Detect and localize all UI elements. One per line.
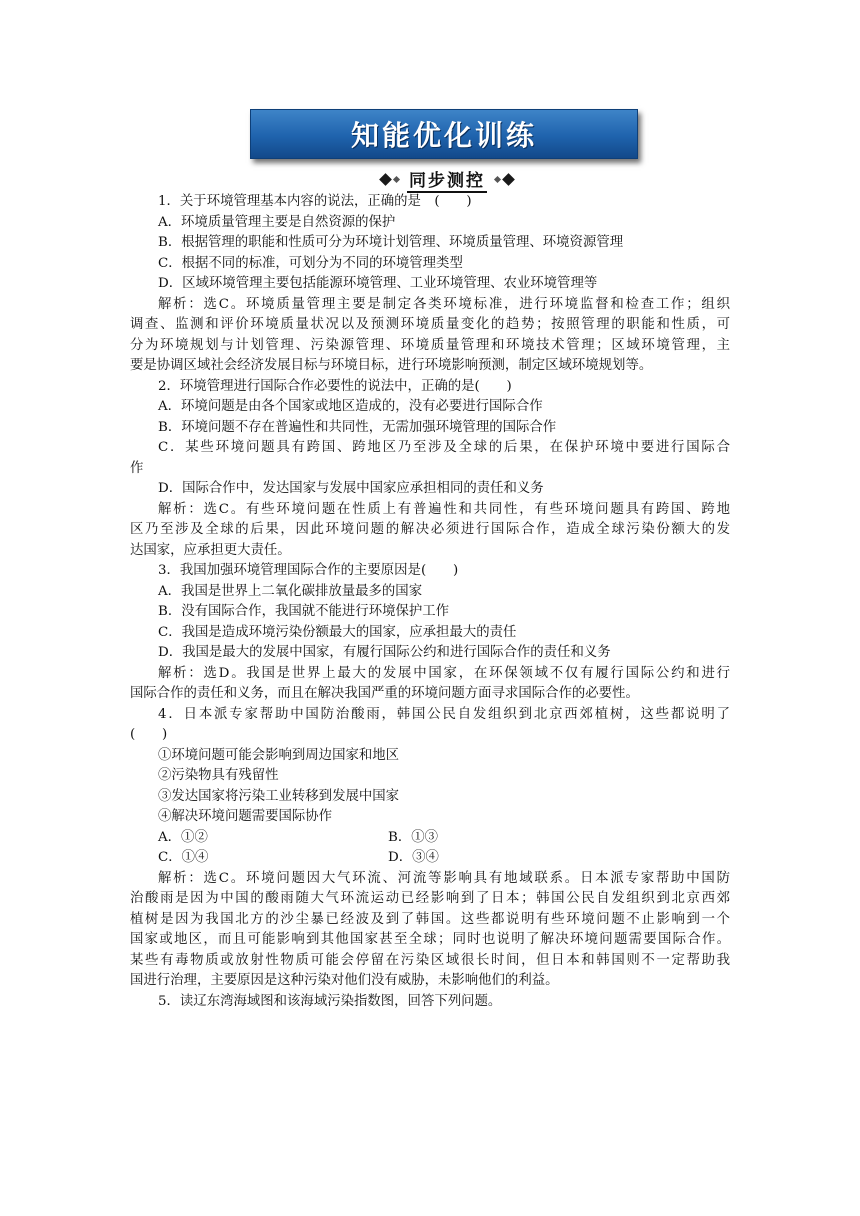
exercise-content xyxy=(130,192,730,1012)
question-3-option-b: B．没有国际合作，我国就不能进行环境保护工作 xyxy=(158,604,450,619)
question-2-option-c: C．某些环境问题具有跨国、跨地区乃至涉及全球的后果，在保护环境中要进行国际合 xyxy=(158,440,730,455)
question-4-option-b: B．①③ xyxy=(388,829,439,845)
question-1-analysis: 调查、监测和评价环境质量状况以及预测环境质量变化的趋势；按照管理的职能和性质，可 xyxy=(130,317,730,332)
diamond-icon xyxy=(379,173,392,186)
question-1-stem: 1．关于环境管理基本内容的说法，正确的是 ( ) xyxy=(158,194,472,209)
question-2-stem: 2．环境管理进行国际合作必要性的说法中，正确的是( ) xyxy=(158,378,512,394)
question-1-analysis: 分为环境规划与计划管理、污染源管理、环境质量管理和环境技术管理；区域环境管理，主 xyxy=(130,337,730,353)
question-1-option-d: D．区域环境管理主要包括能源环境管理、工业环境管理、农业环境管理等 xyxy=(158,276,598,291)
question-4-analysis: 某些有毒物质或放射性物质可能会停留在污染区域很长时间，但日本和韩国则不一定帮助我 xyxy=(130,952,730,968)
question-4-options-row xyxy=(130,828,730,849)
question-2-option-a: A．环境问题是由各个国家或地区造成的，没有必要进行国际合作 xyxy=(158,399,543,414)
question-3-analysis: 解析：选D。我国是世界上最大的发展中国家，在环保领域不仅有履行国际公约和进行 xyxy=(158,665,730,681)
question-4-option-d: D．③④ xyxy=(388,850,439,865)
question-4-statement: ②污染物具有残留性 xyxy=(158,768,279,783)
question-3-analysis: 国际合作的责任和义务，而且在解决我国严重的环境问题方面寻求国际合作的必要性。 xyxy=(130,686,639,701)
question-4-statement: ③发达国家将污染工业转移到发展中国家 xyxy=(158,788,400,804)
question-4-analysis: 解析：选C。环境问题因大气环流、河流等影响具有地域联系。日本派专家帮助中国防 xyxy=(158,870,730,886)
question-2-analysis: 区乃至涉及全球的后果，因此环境问题的解决必须进行国际合作，造成全球污染份额大的发 xyxy=(130,522,730,537)
subsection-title: 同步测控 xyxy=(407,166,487,193)
question-3-option-c: C．我国是造成环境污染份额最大的国家，应承担最大的责任 xyxy=(158,624,517,640)
question-1-option-b: B．根据管理的职能和性质可分为环境计划管理、环境质量管理、环境资源管理 xyxy=(158,235,624,250)
question-2-option-d: D．国际合作中，发达国家与发展中国家应承担相同的责任和义务 xyxy=(158,481,544,496)
diamond-icon xyxy=(494,175,501,182)
question-4-option-a: A．①② xyxy=(158,829,208,845)
diamond-icon xyxy=(393,175,400,182)
question-2-option-c: 作 xyxy=(130,460,144,476)
question-4-options-row xyxy=(130,848,730,869)
section-title-banner xyxy=(250,109,638,159)
question-4-analysis: 国进行治理，主要原因是这种污染对他们没有威胁，未影响他们的利益。 xyxy=(130,973,559,988)
question-2-analysis: 达国家，应承担更大责任。 xyxy=(130,542,291,558)
diamond-icon xyxy=(502,173,515,186)
question-1-option-c: C．根据不同的标准，可划分为不同的环境管理类型 xyxy=(158,255,463,271)
subsection-header xyxy=(355,166,539,192)
question-4-statement: ④解决环境问题需要国际协作 xyxy=(158,809,333,824)
question-4-analysis: 国家或地区，而且可能影响到其他国家甚至全球；同时也说明了解决环境问题需要国际合作。 xyxy=(130,932,730,947)
question-3-stem: 3．我国加强环境管理国际合作的主要原因是( ) xyxy=(158,563,459,578)
question-5-stem: 5．读辽东湾海域图和该海域污染指数图，回答下列问题。 xyxy=(158,993,502,1009)
question-1-analysis: 要是协调区域社会经济发展目标与环境目标，进行环境影响预测，制定区域环境规划等。 xyxy=(130,358,653,373)
question-1-option-a: A．环境质量管理主要是自然资源的保护 xyxy=(158,214,396,230)
question-3-option-d: D．我国是最大的发展中国家，有履行国际公约和进行国际合作的责任和义务 xyxy=(158,645,611,660)
question-2-option-b: B．环境问题不存在普遍性和共同性，无需加强环境管理的国际合作 xyxy=(158,419,557,435)
question-4-stem: ( ) xyxy=(130,727,168,742)
question-1-analysis: 解析：选C。环境质量管理主要是制定各类环境标准，进行环境监督和检查工作；组织 xyxy=(158,296,730,312)
question-4-stem: 4．日本派专家帮助中国防治酸雨，韩国公民自发组织到北京西郊植树，这些都说明了 xyxy=(158,706,730,722)
question-4-analysis: 植树是因为我国北方的沙尘暴已经波及到了韩国。这些都说明有些环境问题不止影响到一个 xyxy=(130,911,730,927)
section-title: 知能优化训练 xyxy=(350,119,537,152)
question-4-option-c: C．①④ xyxy=(158,850,209,865)
question-4-statement: ①环境问题可能会影响到周边国家和地区 xyxy=(158,747,400,763)
question-3-option-a: A．我国是世界上二氧化碳排放量最多的国家 xyxy=(158,583,423,599)
question-4-analysis: 治酸雨是因为中国的酸雨随大气环流运动已经影响到了日本；韩国公民自发组织到北京西郊 xyxy=(130,891,730,906)
question-2-analysis: 解析：选C。有些环境问题在性质上有普遍性和共同性，有些环境问题具有跨国、跨地 xyxy=(158,501,730,517)
